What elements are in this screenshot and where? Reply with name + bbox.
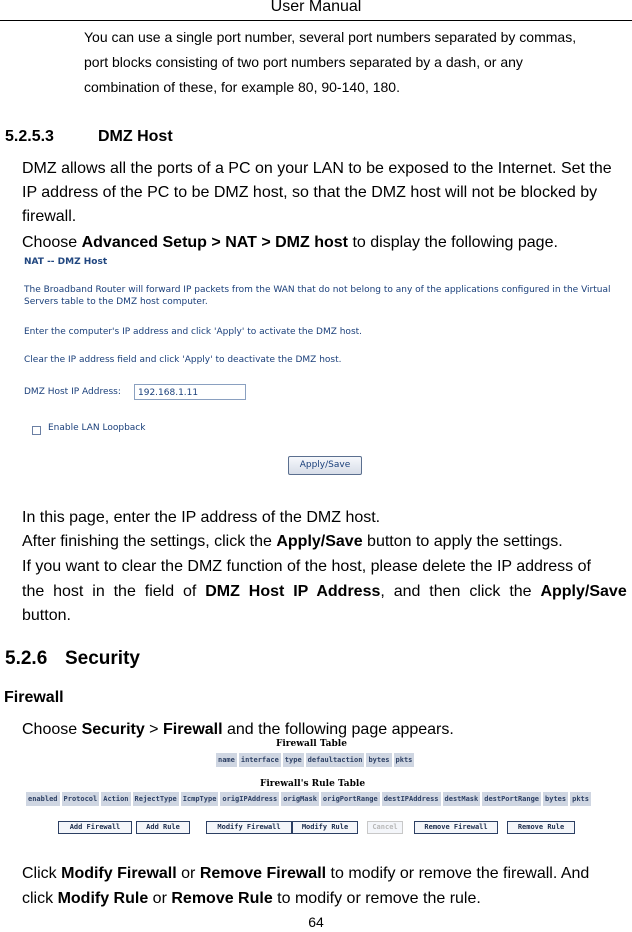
screenshot-title: NAT -- DMZ Host — [24, 257, 108, 267]
column-header-enabled: enabled — [25, 791, 61, 807]
choose-prefix: Choose — [22, 234, 82, 251]
column-header-destportrange: destPortRange — [481, 791, 542, 807]
rule-table-title: Firewall's Rule Table — [260, 779, 366, 789]
after3-button-name: Apply/Save — [540, 583, 627, 600]
column-header-bytes: bytes — [542, 791, 569, 807]
column-header-destipaddress: destIPAddress — [381, 791, 442, 807]
end1-remove-firewall: Remove Firewall — [199, 865, 327, 882]
header-divider — [0, 20, 632, 21]
choose-prefix: Choose — [22, 721, 82, 738]
column-header-protocol: Protocol — [61, 791, 101, 807]
remove-rule-button[interactable]: Remove Rule — [507, 821, 575, 834]
column-header-interface: interface — [238, 752, 282, 768]
dmz-para-line-3: firewall. — [22, 208, 77, 225]
dmz-after-line-2 — [22, 530, 563, 553]
choose-separator: > — [144, 721, 163, 738]
dmz-para-line-1: DMZ allows all the ports of a PC on your LAN to be exposed to the Internet. Set the — [22, 160, 612, 177]
intro-line-2: port blocks consisting of two port numbers separated by a dash, or any — [84, 54, 523, 70]
screenshot-enter-instruction: Enter the computer's IP address and click 'Apply' to activate the DMZ host. — [24, 327, 363, 337]
column-header-destmask: destMask — [442, 791, 482, 807]
screenshot-desc-line-1: The Broadband Router will forward IP packets from the WAN that do not belong to any of the applications configured in the Virtual — [24, 285, 611, 295]
column-header-type: type — [282, 752, 305, 768]
dmz-host-screenshot — [24, 257, 624, 482]
column-header-origmask: origMask — [280, 791, 320, 807]
end2-modify-rule: Modify Rule — [57, 890, 149, 907]
dmz-after-line-4 — [22, 580, 627, 603]
security-end-line-2 — [22, 887, 481, 910]
column-header-origportrange: origPortRange — [320, 791, 381, 807]
cancel-button[interactable]: Cancel — [367, 821, 403, 834]
column-header-icmptype: IcmpType — [180, 791, 220, 807]
dmz-after-line-5: button. — [22, 607, 71, 624]
after2-button-name: Apply/Save — [276, 533, 363, 550]
subheading-firewall: Firewall — [4, 689, 64, 706]
choose-menu-path: Advanced Setup > NAT > DMZ host — [81, 234, 348, 251]
section-number-security: 5.2.6 — [5, 648, 48, 669]
column-header-action: Action — [100, 791, 131, 807]
end2-or: or — [148, 890, 172, 907]
column-header-defaultaction: defaultaction — [305, 752, 366, 768]
column-header-pkts: pkts — [393, 752, 416, 768]
section-heading-dmz: DMZ Host — [98, 128, 173, 145]
after2-suffix: button to apply the settings. — [362, 533, 563, 550]
end1-suffix: to modify or remove the firewall. And — [326, 865, 590, 882]
security-end-line-1 — [22, 862, 589, 885]
dmz-ip-input[interactable]: 192.168.1.11 — [134, 384, 246, 400]
section-heading-security: Security — [65, 648, 140, 669]
page-header-title: User Manual — [270, 0, 362, 15]
dmz-choose-line — [22, 231, 558, 254]
after3-mid: , and then click the — [380, 583, 541, 600]
firewall-table-title: Firewall Table — [276, 739, 347, 749]
choose-firewall: Firewall — [162, 721, 223, 738]
loopback-checkbox[interactable] — [32, 426, 41, 435]
dmz-ip-label: DMZ Host IP Address: — [24, 387, 121, 397]
dmz-after-line-1: In this page, enter the IP address of the DMZ host. — [22, 509, 381, 526]
firewall-screenshot — [24, 739, 614, 839]
end2-prefix: click — [22, 890, 58, 907]
remove-firewall-button[interactable]: Remove Firewall — [414, 821, 498, 834]
choose-security: Security — [81, 721, 145, 738]
modify-firewall-button[interactable]: Modify Firewall — [206, 821, 292, 834]
intro-line-3: combination of these, for example 80, 90-140, 180. — [84, 79, 400, 95]
end2-suffix: to modify or remove the rule. — [272, 890, 481, 907]
column-header-origipaddress: origIPAddress — [219, 791, 280, 807]
column-header-name: name — [215, 752, 238, 768]
dmz-para-line-2: IP address of the PC to be DMZ host, so that the DMZ host will not be blocked by — [22, 184, 598, 201]
page-number: 64 — [308, 914, 324, 930]
end1-modify-firewall: Modify Firewall — [61, 865, 177, 882]
modify-rule-button[interactable]: Modify Rule — [292, 821, 358, 834]
add-firewall-button[interactable]: Add Firewall — [58, 821, 132, 834]
column-header-rejecttype: RejectType — [132, 791, 180, 807]
security-choose-line — [22, 718, 454, 741]
firewall-rule-table — [24, 790, 593, 808]
firewall-table — [214, 751, 416, 769]
intro-line-1: You can use a single port number, several port numbers separated by commas, — [84, 29, 577, 45]
screenshot-clear-instruction: Clear the IP address field and click 'Apply' to deactivate the DMZ host. — [24, 355, 342, 365]
after3-prefix: the host in the field of — [22, 583, 206, 600]
column-header-bytes: bytes — [365, 752, 392, 768]
after3-field-name: DMZ Host IP Address — [205, 583, 381, 600]
choose-suffix: to display the following page. — [348, 234, 558, 251]
screenshot-desc-line-2: Servers table to the DMZ host computer. — [24, 297, 208, 307]
end2-remove-rule: Remove Rule — [171, 890, 273, 907]
end1-or: or — [176, 865, 200, 882]
loopback-label: Enable LAN Loopback — [48, 423, 146, 433]
section-number-dmz: 5.2.5.3 — [5, 128, 54, 145]
apply-save-button[interactable]: Apply/Save — [288, 456, 362, 475]
column-header-pkts: pkts — [569, 791, 592, 807]
dmz-after-line-3: If you want to clear the DMZ function of the host, please delete the IP address of — [22, 558, 591, 575]
choose-suffix: and the following page appears. — [222, 721, 454, 738]
after2-prefix: After finishing the settings, click the — [22, 533, 277, 550]
end1-prefix: Click — [22, 865, 62, 882]
add-rule-button[interactable]: Add Rule — [136, 821, 190, 834]
